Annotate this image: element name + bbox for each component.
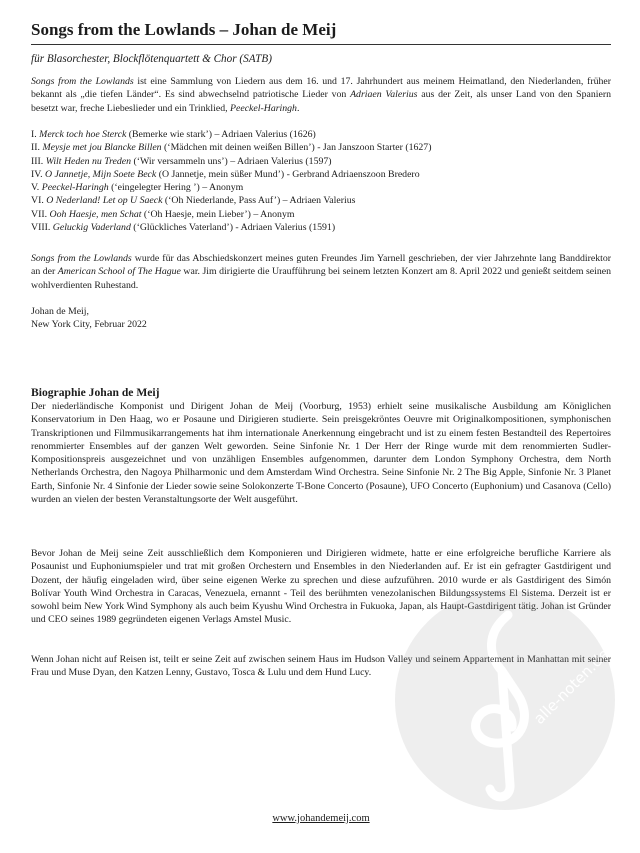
- song-title: Geluckig Vaderland: [52, 222, 131, 234]
- song-item: [31, 141, 611, 154]
- intro-text-3: .: [296, 102, 300, 114]
- signature-place-date: New York City, Februar 2022: [31, 319, 147, 331]
- song-title: Peeckel-Haringh: [41, 182, 109, 194]
- song-item: [31, 168, 611, 181]
- dedication-text-2: war. Jim dirigierte die Uraufführung bei seinem letzten Konzert am 8. April 2022 und genießt seitdem seinen wohlverdienten Ruhestand.: [31, 266, 612, 291]
- song-details: (Bemerke wie stark’) – Adriaen Valerius (1626): [126, 129, 316, 140]
- song-details: (‘Oh Haesje, mein Lieber’) – Anonym: [141, 208, 295, 220]
- song-details: (‘Oh Niederlande, Pass Auf’) – Adriaen Valerius: [162, 195, 356, 207]
- song-details: (‘Wir versammeln uns’) – Adriaen Valerius (1597): [131, 155, 332, 167]
- song-title: Meysje met jou Blancke Billen: [42, 142, 162, 154]
- intro-paragraph: [31, 75, 611, 115]
- watermark-logo: [390, 585, 620, 815]
- signature-name: Johan de Meij,: [31, 306, 89, 317]
- intro-text-2: aus der Zeit, als unser Land von den Spaniern besetzt war, freche Liebeslieder und ein Trinklied,: [31, 89, 611, 114]
- piece-title: Songs from the Lowlands: [31, 20, 216, 39]
- song-details: (O Jannetje, mein süßer Mund’) - Gerbrand Adriaenszoon Bredero: [156, 168, 420, 180]
- song-item: [31, 181, 611, 194]
- song-item: [31, 194, 611, 207]
- intro-text-1: ist eine Sammlung von Liedern aus dem 16. und 17. Jahrhundert aus meinem Heimatland, den Niederlanden, früher bekannt als „die tiefen Länder“. Es sind abwechselnd patriotische Lieder von: [31, 76, 612, 101]
- song-number: III.: [31, 155, 44, 167]
- song-item: [31, 155, 611, 168]
- intro-work-title: Songs from the Lowlands: [31, 76, 134, 87]
- dedication-text-1: wurde für das Abschiedskonzert meines guten Freundes Jim Yarnell geschrieben, der vier Jahrzehnte lang Banddirektor an der: [31, 253, 611, 278]
- song-number: IV.: [31, 168, 43, 180]
- dedication-paragraph: [31, 252, 611, 292]
- biography-paragraph-2: Bevor Johan de Meij seine Zeit ausschließlich dem Komponieren und Dirigieren widmete, hatte er eine erfolgreiche berufliche Karriere als Posaunist und Euphoniumspieler und trat mit großen Orchestern und Ensembles in den Niederlanden auf. Er ist ein gefragter Gastdirigent und Dozent, der häufig eingeladen wird, über seine eigenen Werke zu sprechen und diese aufzuführen. 2010 wurde er als Gastdirigent des Simón Bolívar Youth Wind Orchestra in Caracas, Venezuela, ernannt - Teil des berühmten venezolanischen Bildungssystems El Sistema. Derzeit ist er sowohl beim New York Wind Symphony als auch beim Kyushu Wind Orchestra in Fukuoka, Japan, als Haupt-Gastdirigent tätig. Johan ist Gründer und CEO seines 1989 gegründeten eigenen Verlags Amstel Music.: [31, 548, 611, 626]
- title-block: [31, 20, 611, 66]
- biography-heading: Biographie Johan de Meij: [31, 386, 160, 399]
- song-number: VI.: [31, 195, 44, 207]
- song-item: [31, 208, 611, 221]
- dedication-work-title: Songs from the Lowlands: [31, 253, 132, 264]
- song-number: V.: [31, 182, 40, 194]
- song-title: Ooh Haesje, men Schat: [49, 208, 142, 220]
- intro-name-valerius: Adriaen Valerius: [350, 89, 418, 101]
- song-number: VII.: [31, 208, 48, 220]
- biography-paragraph-1: Der niederländische Komponist und Dirigent Johan de Meij (Voorburg, 1953) erhielt seine musikalische Ausbildung am Königlichen Konservatorium in Den Haag, wo er Posaune und Dirigieren studierte. Sein preisgekröntes Oeuvre mit Originalkompositionen, symphonischen Transkriptionen und Filmmusikarrangements hat ihm internationale Anerkennung eingebracht und ist zu einem festen Bestandteil des Repertoires renommierter Ensembles auf der ganzen Welt geworden. Seine Sinfonie Nr. 1 Der Herr der Ringe wurde mit dem renommierten Sudler-Kompositionspreis ausgezeichnet und von unzähligen Ensembles aufgenommen, darunter dem London Symphony Orchestra, dem North Netherlands Orchestra, den Nagoya Philharmonic und dem Amsterdam Wind Orchestra. Seine Sinfonie Nr. 2 The Big Apple, Sinfonie Nr. 3 Planet Earth, Sinfonie Nr. 4 Sinfonie der Lieder sowie seine Solokonzerte T-Bone Concerto (Posaune), UFO Concerto (Euphonium) und Casanova (Cello) wurden an vielen der besten Veranstaltungsorte der Welt ausgeführt.: [31, 401, 611, 506]
- song-details: (‘Glückliches Vaterland’) - Adriaen Valerius (1591): [130, 222, 336, 234]
- song-title: O Jannetje, Mijn Soete Beck: [44, 168, 157, 180]
- song-title: O Nederland! Let op U Saeck: [46, 195, 163, 207]
- signature-block: [31, 305, 611, 332]
- song-number: VIII.: [31, 222, 51, 234]
- song-list: [31, 128, 611, 234]
- dedication-school: American School of The Hague: [57, 266, 181, 278]
- composer-name: Johan de Meij: [232, 20, 337, 39]
- page-title: [31, 20, 611, 45]
- instrumentation-subtitle: für Blasorchester, Blockflötenquartett & Chor (SATB): [31, 53, 272, 65]
- song-details: (‘eingelegter Hering ’) – Anonym: [108, 182, 244, 194]
- song-title: Wilt Heden nu Treden: [45, 155, 132, 167]
- website-link[interactable]: www.johandemeij.com: [272, 813, 370, 824]
- song-number: I.: [31, 129, 37, 140]
- intro-name-peeckel: Peeckel-Haringh: [230, 102, 297, 114]
- song-details: (‘Mädchen mit deinen weißen Billen’) - Jan Janszoon Starter (1627): [161, 142, 432, 154]
- song-title: Merck toch hoe Sterck: [39, 129, 127, 140]
- song-number: II.: [31, 142, 40, 154]
- title-separator: –: [215, 20, 233, 39]
- song-item: [31, 128, 611, 141]
- song-item: [31, 221, 611, 234]
- watermark-text: alle-noten.de: [530, 645, 613, 728]
- biography-paragraph-3: Wenn Johan nicht auf Reisen ist, teilt er seine Zeit auf zwischen seinem Haus im Hudson Valley und seinem Appartement in Manhattan mit seiner Frau und Muse Dyan, den Katzen Lenny, Gustavo, Tosca & Lulu und dem Hund Lucy.: [31, 654, 611, 679]
